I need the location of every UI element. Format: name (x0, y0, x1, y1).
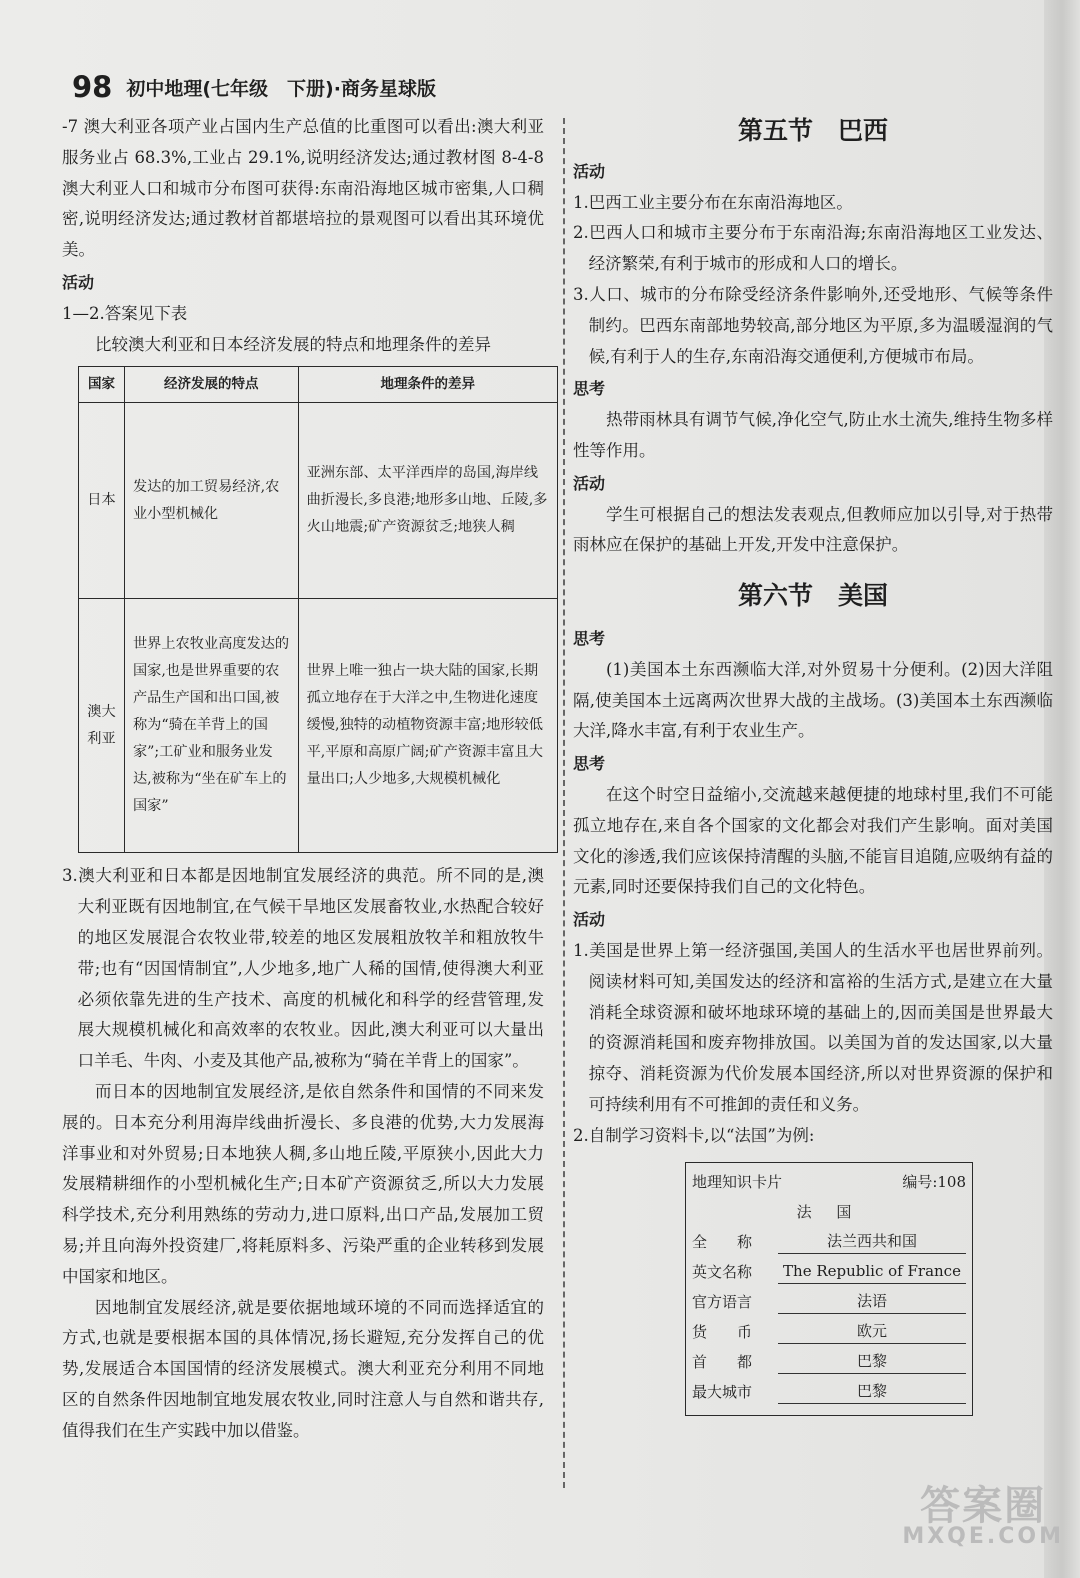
watermark-logo (902, 1483, 1064, 1549)
card-value: 欧元 (778, 1319, 966, 1344)
think-label: 思考 (573, 379, 606, 399)
card-value: The Republic of France (778, 1259, 966, 1284)
activity-label: 活动 (573, 161, 606, 181)
card-header (692, 1167, 966, 1197)
column-divider (563, 118, 565, 1488)
left-column (62, 112, 548, 1447)
card-title: 地理知识卡片 (692, 1172, 783, 1191)
knowledge-card (685, 1162, 973, 1416)
think-label: 思考 (573, 628, 606, 648)
intro-paragraph: -7 澳大利亚各项产业占国内生产总值的比重图可以看出:澳大利亚服务业占 68.3%,工业占 29.1%,说明经济发达;通过教材图 8-4-8 澳大利亚人口和城市分布图可获得:东南沿海地区城市密集,人口稠密,说明经济发达;通过教材首都堪培拉的景观图可以看出其环境优美。 (62, 117, 544, 260)
table-row-japan (79, 403, 558, 599)
table-caption: 比较澳大利亚和日本经济发展的特点和地理条件的差异 (95, 334, 491, 354)
card-value: 法语 (778, 1289, 966, 1314)
cell-country: 日本 (79, 403, 125, 599)
header-features: 经济发展的特点 (124, 367, 298, 403)
card-key: 首 都 (692, 1352, 753, 1371)
section-5-title: 第五节 巴西 (737, 116, 888, 145)
brazil-answer-2: 2.巴西人口和城市主要分布于东南沿海;东南沿海地区工业发达、经济繁荣,有利于城市的形成和人口的增长。 (573, 223, 1053, 274)
think-label: 思考 (573, 754, 606, 774)
rainforest-think-answer: 热带雨林具有调节气候,净化空气,防止水土流失,维持生物多样性等作用。 (573, 410, 1053, 460)
usa-think-answer-2: 在这个时空日益缩小,交流越来越便捷的地球村里,我们不可能孤立地存在,来自各个国家的文化都会对我们产生影响。面对美国文化的渗透,我们应该保持清醒的头脑,不能盲目追随,应吸纳有益的元素,同时还要保持我们自己的文化特色。 (573, 784, 1053, 897)
book-title: 初中地理(七年级 下册)·商务星球版 (126, 78, 436, 100)
card-row (692, 1287, 966, 1317)
activity-label: 活动 (573, 473, 606, 493)
card-row (692, 1257, 966, 1287)
table-row-australia (79, 599, 558, 853)
page-header (72, 64, 436, 104)
card-row (692, 1227, 966, 1257)
conclusion-paragraph: 因地制宜发展经济,就是要依据地域环境的不同而选择适宜的方式,也就是要根据本国的具体情况,扬长避短,充分发挥自己的优势,发展适合本国国情的经济发展模式。澳大利亚充分利用不同地区的自然条件因地制宜地发展农牧业,同时注意人与自然和谐共存,值得我们在生产实践中加以借鉴。 (62, 1297, 544, 1440)
brazil-answer-1: 1.巴西工业主要分布在东南沿海地区。 (573, 192, 853, 212)
card-row (692, 1347, 966, 1377)
cell-country: 澳大利亚 (79, 599, 125, 853)
watermark-mark: 答案圈 (920, 1483, 1047, 1529)
answer-3-paragraph: 3.澳大利亚和日本都是因地制宜发展经济的典范。所不同的是,澳大利亚既有因地制宜,在气候干旱地区发展畜牧业,水热配合较好的地区发展混合农牧业带,较差的地区发展粗放牧羊和粗放牧牛带;也有“因国情制宜”,人少地多,地广人稀的国情,使得澳大利亚必须依靠先进的生产技术、高度的机械化和科学的经营管理,发展大规模机械化和高效率的农牧业。因此,澳大利亚可以大量出口羊毛、牛肉、小麦及其他产品,被称为“骑在羊背上的国家”。 (62, 866, 544, 1071)
rainforest-activity-answer: 学生可根据自己的想法发表观点,但教师应加以引导,对于热带雨林应在保护的基础上开发,开发中注意保护。 (573, 504, 1053, 555)
usa-think-answer-1: (1)美国本土东西濒临大洋,对外贸易十分便利。(2)因大洋阻隔,使美国本土远离两次世界大战的主战场。(3)美国本土东西濒临大洋,降水丰富,有利于农业生产。 (573, 659, 1053, 741)
section-6-title: 第六节 美国 (737, 581, 888, 611)
card-key: 官方语言 (692, 1292, 753, 1311)
japan-paragraph: 而日本的因地制宜发展经济,是依自然条件和国情的不同来发展的。日本充分利用海岸线曲折漫长、多良港的优势,大力发展海洋事业和对外贸易;日本地狭人稠,多山地丘陵,平原狭小,因此大力发展精耕细作的小型机械化生产;日本矿产资源贫乏,所以大力发展科学技术,充分利用熟练的劳动力,进口原料,出口产品,发展加工贸易;并且向海外投资建厂,将耗原料多、污染严重的企业转移到发展中国家和地区。 (62, 1081, 544, 1286)
cell-features: 世界上农牧业高度发达的国家,也是世界重要的农产品生产国和出口国,被称为“骑在羊背上的国家”;工矿业和服务业发达,被称为“坐在矿车上的国家” (124, 599, 298, 853)
card-key: 最大城市 (692, 1382, 753, 1401)
activity-label: 活动 (573, 910, 606, 930)
watermark-site: MXQE.COM (902, 1524, 1064, 1549)
card-key: 货 币 (692, 1322, 753, 1341)
usa-activity-answer-2: 2.自制学习资料卡,以“法国”为例: (573, 1125, 815, 1145)
cell-conditions: 亚洲东部、太平洋西岸的岛国,海岸线曲折漫长,多良港;地形多山地、丘陵,多火山地震;矿产资源贫乏;地狭人稠 (298, 403, 557, 599)
card-key: 全 称 (692, 1232, 753, 1251)
card-key: 英文名称 (692, 1262, 753, 1281)
cell-features: 发达的加工贸易经济,农业小型机械化 (124, 403, 298, 599)
card-value: 巴黎 (778, 1349, 966, 1374)
card-number: 编号:108 (902, 1172, 966, 1191)
right-column (573, 112, 1053, 1416)
cell-conditions: 世界上唯一独占一块大陆的国家,长期孤立地存在于大洋之中,生物进化速度缓慢,独特的动植物资源丰富;地形较低平,平原和高原广阔;矿产资源丰富且大量出口;人少地多,大规模机械化 (298, 599, 557, 853)
comparison-table (78, 366, 558, 853)
page-number: 98 (72, 70, 113, 104)
answer-line: 1—2.答案见下表 (62, 303, 188, 323)
card-country-name: 法 国 (796, 1202, 862, 1221)
card-value: 巴黎 (778, 1379, 966, 1404)
header-conditions: 地理条件的差异 (298, 367, 557, 403)
card-row (692, 1377, 966, 1407)
activity-label: 活动 (62, 272, 95, 292)
header-country: 国家 (79, 367, 125, 403)
table-header-row (79, 367, 558, 403)
card-row (692, 1317, 966, 1347)
card-value: 法兰西共和国 (778, 1229, 966, 1254)
brazil-answer-3: 3.人口、城市的分布除受经济条件影响外,还受地形、气候等条件制约。巴西东南部地势较高,部分地区为平原,多为温暖湿润的气候,有利于人的生存,东南沿海交通便利,方便城市布局。 (573, 284, 1053, 366)
usa-activity-answer-1: 1.美国是世界上第一经济强国,美国人的生活水平也居世界前列。阅读材料可知,美国发达的经济和富裕的生活方式,是建立在大量消耗全球资源和破坏地球环境的基础上的,因而美国是世界最大的资源消耗国和废弃物排放国。以美国为首的发达国家,以大量掠夺、消耗资源为代价发展本国经济,所以对世界资源的保护和可持续利用有不可推卸的责任和义务。 (573, 940, 1053, 1114)
